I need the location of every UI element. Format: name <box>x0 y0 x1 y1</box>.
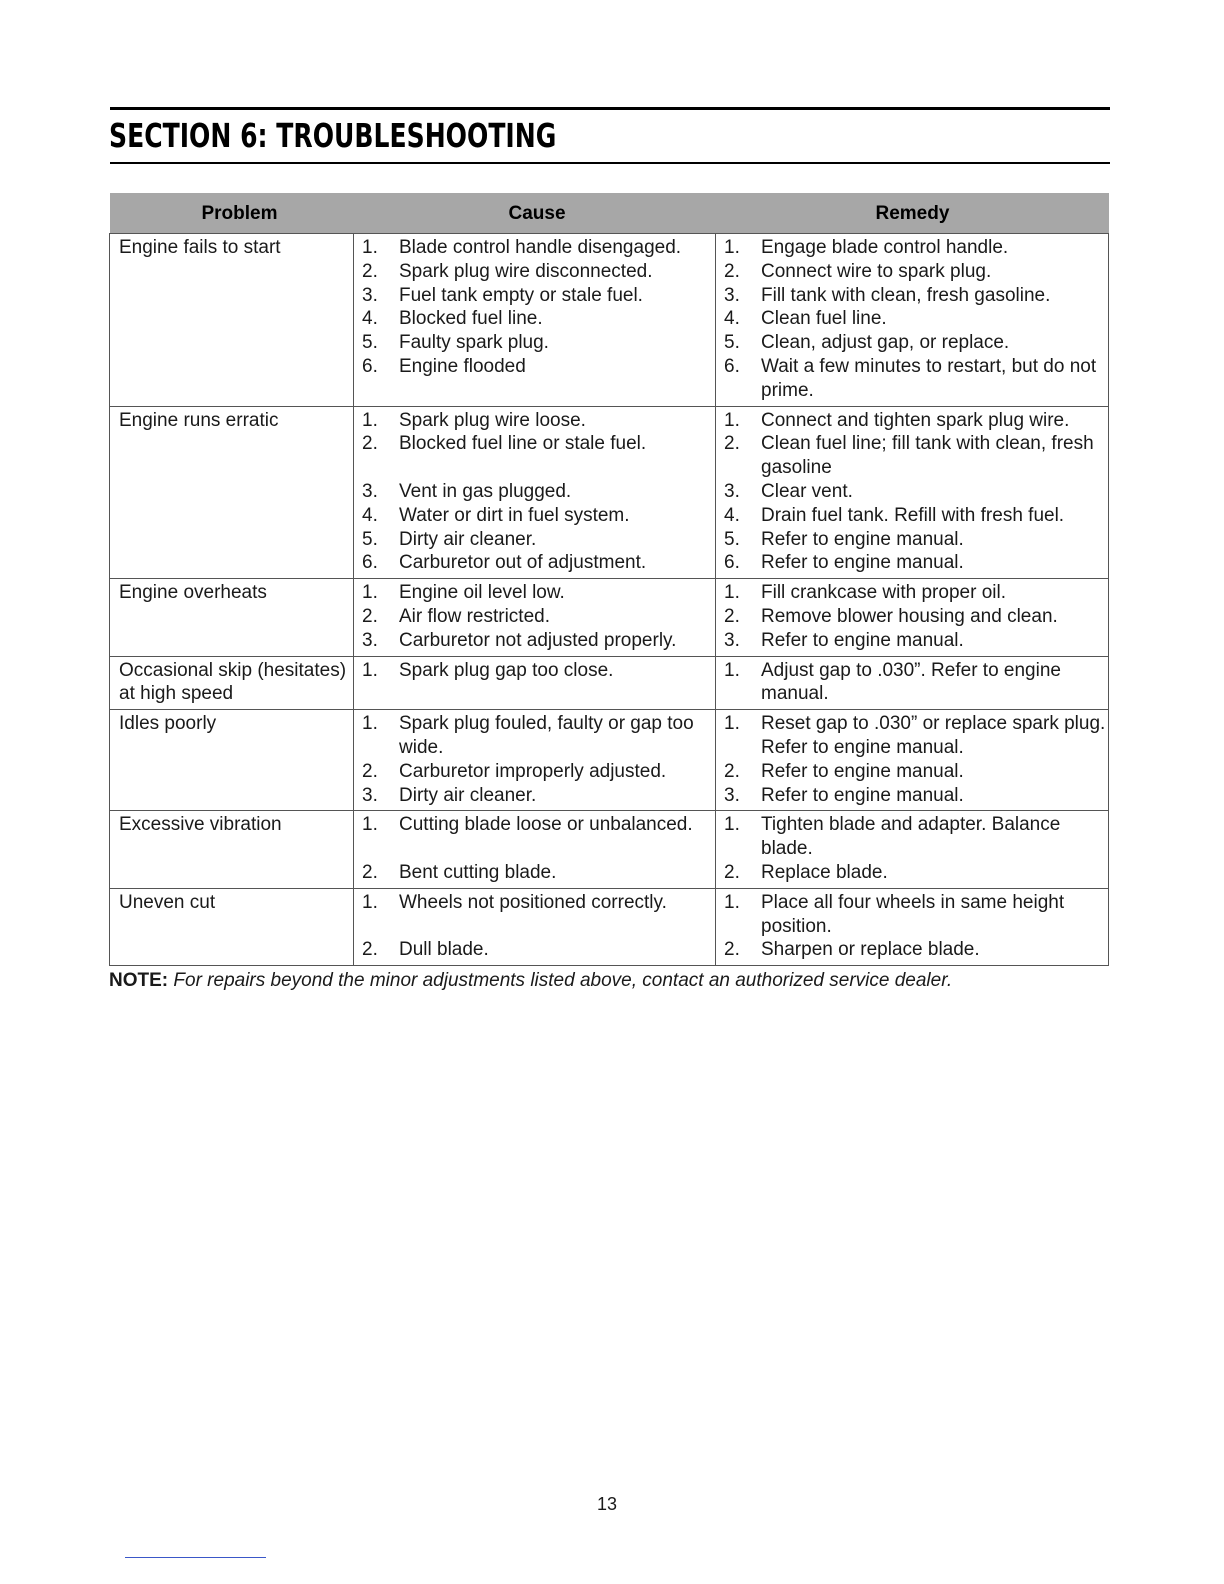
remedy-number: 2. <box>724 939 740 961</box>
page-number: 13 <box>596 1494 618 1514</box>
remedy-text: Connect wire to spark plug. <box>761 260 992 282</box>
remedy-cell <box>716 234 1109 407</box>
remedy-item <box>724 629 1106 653</box>
table-row <box>110 888 1109 965</box>
cause-text: Dull blade. <box>399 939 489 961</box>
remedy-text: Connect and tighten spark plug wire. <box>761 409 1070 431</box>
problem-cell: Engine runs erratic <box>110 406 354 579</box>
remedy-item <box>724 581 1106 605</box>
cause-text <box>399 837 713 861</box>
remedy-item <box>724 355 1106 403</box>
remedy-number: 1. <box>724 582 740 604</box>
remedy-text: Sharpen or replace blade. <box>761 939 980 961</box>
remedy-number: 1. <box>724 659 740 681</box>
remedy-number: 1. <box>724 409 740 431</box>
note-text: For repairs beyond the minor adjustments listed above, contact an authorized service dealer. <box>173 970 953 991</box>
remedy-text: Clean fuel line; fill tank with clean, fresh gasoline <box>761 433 1094 479</box>
cause-number <box>362 837 399 861</box>
remedy-item <box>724 260 1106 284</box>
remedy-text: Remove blower housing and clean. <box>761 605 1058 627</box>
cause-text: Spark plug gap too close. <box>399 659 614 681</box>
table-row <box>110 656 1109 710</box>
remedy-text: Reset gap to .030” or replace spark plug. Refer to engine manual. <box>761 713 1106 758</box>
cause-number: 2. <box>362 861 378 883</box>
cause-text: Spark plug wire disconnected. <box>399 260 653 282</box>
cause-number: 4. <box>362 308 378 330</box>
remedy-item <box>724 236 1106 260</box>
cause-number: 3. <box>362 480 378 502</box>
remedy-item <box>724 659 1106 707</box>
remedy-number: 5. <box>724 528 740 550</box>
cause-number: 4. <box>362 504 378 526</box>
cause-item <box>362 629 713 653</box>
cause-text: Faulty spark plug. <box>399 332 549 354</box>
remedy-cell <box>716 888 1109 965</box>
cause-text: Vent in gas plugged. <box>399 480 572 502</box>
problem-cell: Excessive vibration <box>110 811 354 888</box>
cause-number: 3. <box>362 629 378 651</box>
cause-text: Spark plug wire loose. <box>399 409 586 431</box>
cause-number: 1. <box>362 582 378 604</box>
remedy-text: Clean, adjust gap, or replace. <box>761 332 1010 354</box>
cause-number: 1. <box>362 713 378 735</box>
cause-cell <box>354 811 716 888</box>
cause-text: Engine oil level low. <box>399 582 565 604</box>
cause-number: 6. <box>362 552 378 574</box>
cause-number: 1. <box>362 891 378 913</box>
remedy-item <box>724 551 1106 575</box>
remedy-cell <box>716 710 1109 811</box>
remedy-number: 3. <box>724 480 740 502</box>
cause-text: Air flow restricted. <box>399 605 550 627</box>
cause-item <box>362 409 713 433</box>
cause-item <box>362 331 713 355</box>
cause-cell <box>354 406 716 579</box>
cause-text: Blade control handle disengaged. <box>399 237 682 258</box>
remedy-text: Fill crankcase with proper oil. <box>761 582 1006 604</box>
problem-cell: Engine fails to start <box>110 234 354 407</box>
remedy-item <box>724 760 1106 784</box>
cause-item <box>362 784 713 808</box>
cause-number: 2. <box>362 433 378 455</box>
cause-cell <box>354 579 716 656</box>
remedy-number: 5. <box>724 332 740 354</box>
remedy-text: Replace blade. <box>761 861 888 883</box>
table-row <box>110 579 1109 656</box>
bottom-rule <box>110 162 1110 164</box>
remedy-number: 2. <box>724 760 740 782</box>
remedy-number: 3. <box>724 629 740 651</box>
cause-number: 2. <box>362 939 378 961</box>
cause-item <box>362 528 713 552</box>
troubleshooting-table <box>109 193 1109 966</box>
cause-item <box>362 551 713 575</box>
remedy-text: Fill tank with clean, fresh gasoline. <box>761 284 1051 306</box>
remedy-text: Clear vent. <box>761 480 853 502</box>
cause-number: 5. <box>362 528 378 550</box>
cause-item <box>362 938 713 962</box>
cause-cell <box>354 656 716 710</box>
cause-text: Wheels not positioned correctly. <box>399 891 667 913</box>
remedy-number: 3. <box>724 284 740 306</box>
remedy-item <box>724 409 1106 433</box>
remedy-text: Place all four wheels in same height position. <box>761 891 1065 937</box>
table-body <box>110 234 1109 966</box>
cause-item <box>362 480 713 504</box>
remedy-number: 2. <box>724 861 740 883</box>
footer-line <box>125 1557 266 1558</box>
remedy-text: Clean fuel line. <box>761 308 887 330</box>
cause-item <box>362 307 713 331</box>
remedy-text: Engage blade control handle. <box>761 237 1009 258</box>
section-title: SECTION 6: TROUBLESHOOTING <box>109 116 557 155</box>
header-cause: Cause <box>354 193 716 234</box>
cause-number: 3. <box>362 284 378 306</box>
remedy-item <box>724 605 1106 629</box>
remedy-text: Drain fuel tank. Refill with fresh fuel. <box>761 504 1065 526</box>
cause-number: 1. <box>362 409 378 431</box>
cause-text <box>399 456 713 480</box>
remedy-item <box>724 938 1106 962</box>
remedy-cell <box>716 406 1109 579</box>
remedy-cell <box>716 811 1109 888</box>
table-header-row <box>110 193 1109 234</box>
cause-cell <box>354 710 716 811</box>
remedy-text: Refer to engine manual. <box>761 784 964 806</box>
cause-text: Engine flooded <box>399 355 526 377</box>
remedy-number: 1. <box>724 713 740 735</box>
cause-number: 3. <box>362 784 378 806</box>
remedy-number: 3. <box>724 784 740 806</box>
problem-cell: Idles poorly <box>110 710 354 811</box>
cause-text: Water or dirt in fuel system. <box>399 504 630 526</box>
top-rule <box>110 107 1110 110</box>
problem-cell: Uneven cut <box>110 888 354 965</box>
remedy-number: 6. <box>724 355 740 377</box>
cause-text: Carburetor out of adjustment. <box>399 552 647 574</box>
cause-item <box>362 456 713 480</box>
cause-number: 2. <box>362 260 378 282</box>
cause-number: 2. <box>362 605 378 627</box>
cause-item <box>362 891 713 915</box>
cause-item <box>362 712 713 760</box>
cause-text: Dirty air cleaner. <box>399 784 537 806</box>
cause-text: Bent cutting blade. <box>399 861 557 883</box>
note <box>109 970 952 992</box>
cause-item <box>362 432 713 456</box>
table-row <box>110 710 1109 811</box>
remedy-number: 1. <box>724 814 740 836</box>
remedy-number: 2. <box>724 433 740 455</box>
cause-number: 5. <box>362 332 378 354</box>
remedy-item <box>724 480 1106 504</box>
cause-number: 1. <box>362 659 378 681</box>
remedy-text: Refer to engine manual. <box>761 760 964 782</box>
cause-text: Blocked fuel line. <box>399 308 543 330</box>
cause-item <box>362 915 713 939</box>
cause-number: 1. <box>362 237 378 258</box>
remedy-item <box>724 284 1106 308</box>
remedy-item <box>724 891 1106 939</box>
cause-text: Blocked fuel line or stale fuel. <box>399 433 647 455</box>
cause-text: Spark plug fouled, faulty or gap too wide. <box>399 713 694 758</box>
cause-item <box>362 813 713 837</box>
remedy-item <box>724 307 1106 331</box>
cause-item <box>362 659 713 683</box>
remedy-item <box>724 784 1106 808</box>
cause-item <box>362 861 713 885</box>
remedy-cell <box>716 579 1109 656</box>
header-remedy: Remedy <box>716 193 1109 234</box>
table-row <box>110 406 1109 579</box>
cause-number <box>362 456 399 480</box>
cause-text: Carburetor improperly adjusted. <box>399 760 667 782</box>
cause-number: 1. <box>362 814 378 836</box>
cause-number <box>362 915 399 939</box>
cause-item <box>362 581 713 605</box>
cause-item <box>362 504 713 528</box>
cause-text: Cutting blade loose or unbalanced. <box>399 814 693 836</box>
cause-number: 6. <box>362 355 378 377</box>
remedy-item <box>724 861 1106 885</box>
cause-item <box>362 236 713 260</box>
table-row <box>110 234 1109 407</box>
remedy-text: Wait a few minutes to restart, but do not prime. <box>761 355 1097 401</box>
cause-item <box>362 355 713 379</box>
remedy-number: 1. <box>724 237 740 258</box>
cause-item <box>362 837 713 861</box>
problem-cell: Occasional skip (hesitates) at high speed <box>110 656 354 710</box>
table-row <box>110 811 1109 888</box>
remedy-text: Adjust gap to .030”. Refer to engine manual. <box>761 659 1061 705</box>
remedy-item <box>724 331 1106 355</box>
cause-text: Carburetor not adjusted properly. <box>399 629 677 651</box>
remedy-number: 4. <box>724 308 740 330</box>
cause-number: 2. <box>362 760 378 782</box>
cause-cell <box>354 888 716 965</box>
remedy-number: 6. <box>724 552 740 574</box>
remedy-item <box>724 504 1106 528</box>
remedy-text: Refer to engine manual. <box>761 552 964 574</box>
cause-text <box>399 915 713 939</box>
remedy-number: 2. <box>724 260 740 282</box>
cause-cell <box>354 234 716 407</box>
remedy-item <box>724 432 1106 480</box>
remedy-item <box>724 813 1106 861</box>
cause-item <box>362 760 713 784</box>
cause-text: Fuel tank empty or stale fuel. <box>399 284 643 306</box>
remedy-number: 2. <box>724 605 740 627</box>
cause-text: Dirty air cleaner. <box>399 528 537 550</box>
header-problem: Problem <box>110 193 354 234</box>
remedy-item <box>724 528 1106 552</box>
remedy-number: 1. <box>724 891 740 913</box>
remedy-text: Tighten blade and adapter. Balance blade. <box>761 814 1061 860</box>
remedy-cell <box>716 656 1109 710</box>
cause-item <box>362 260 713 284</box>
note-label: NOTE: <box>109 970 169 991</box>
remedy-text: Refer to engine manual. <box>761 629 964 651</box>
problem-cell: Engine overheats <box>110 579 354 656</box>
remedy-item <box>724 712 1106 760</box>
cause-item <box>362 605 713 629</box>
cause-item <box>362 284 713 308</box>
remedy-number: 4. <box>724 504 740 526</box>
remedy-text: Refer to engine manual. <box>761 528 964 550</box>
